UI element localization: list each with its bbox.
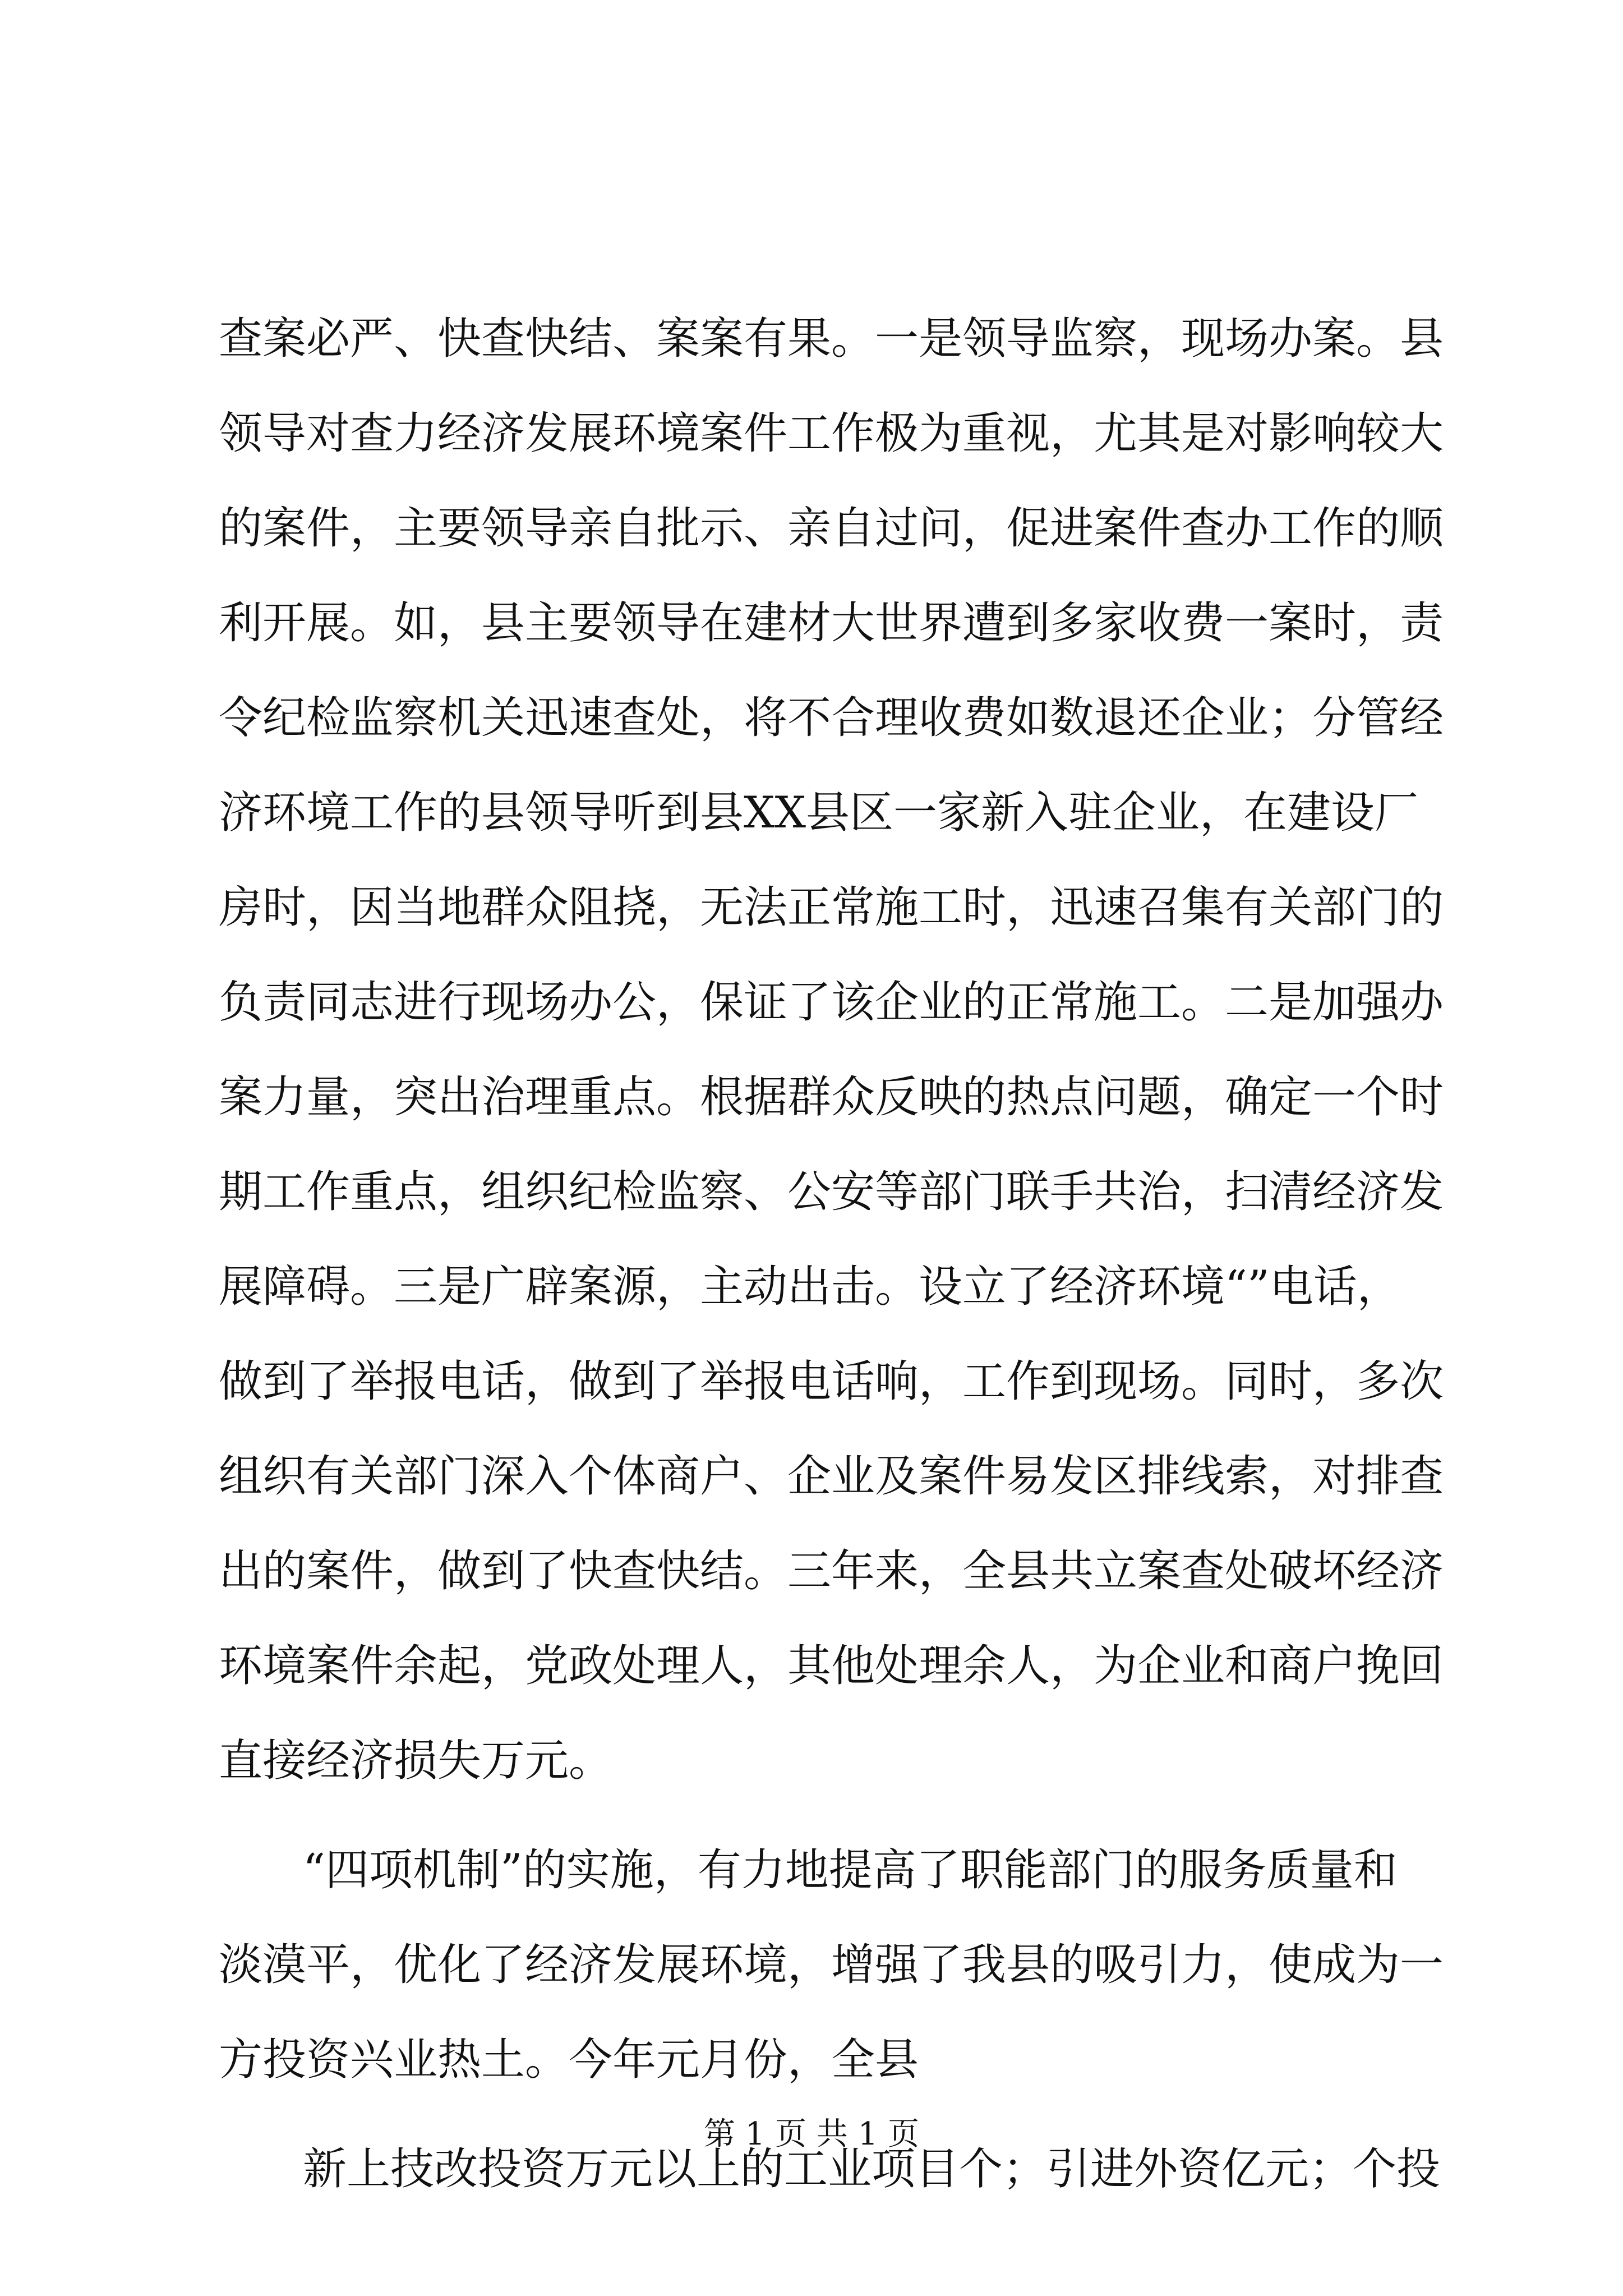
text-line: 济环境工作的县领导听到县XX县区一家新入驻企业，在建设厂	[219, 788, 1419, 838]
text-line: 方投资兴业热土。今年元月份，全县	[219, 2035, 919, 2085]
page-footer: 第 1 页 共 1 页	[703, 2116, 920, 2152]
text-line: 做到了举报电话，做到了举报电话响，工作到现场。同时，多次	[219, 1356, 1444, 1407]
text-line: 直接经济损失万元。	[219, 1736, 613, 1786]
document-body	[219, 292, 1444, 2217]
text-line: 利开展。如，县主要领导在建材大世界遭到多家收费一案时，责	[219, 598, 1444, 648]
text-line: 新上技改投资万元以上的工业项目个；引进外资亿元；个投	[303, 2144, 1441, 2194]
text-line: 负责同志进行现场办公，保证了该企业的正常施工。二是加强办	[219, 977, 1444, 1028]
text-line: “四项机制”的实施，有力地提高了职能部门的服务质量和	[303, 1845, 1398, 1895]
text-line: 查案必严、快查快结、案案有果。一是领导监察，现场办案。县	[219, 314, 1444, 364]
text-line: 出的案件，做到了快查快结。三年来，全县共立案查处破坏经济	[219, 1546, 1444, 1596]
text-line: 房时，因当地群众阻挠，无法正常施工时，迅速召集有关部门的	[219, 882, 1444, 933]
text-line: 领导对查力经济发展环境案件工作极为重视，尤其是对影响较大	[219, 408, 1444, 459]
text-line: 的案件，主要领导亲自批示、亲自过问，促进案件查办工作的顺	[219, 503, 1444, 554]
text-line: 淡漠平，优化了经济发展环境，增强了我县的吸引力，使成为一	[219, 1940, 1444, 1990]
text-line: 展障碍。三是广辟案源，主动出击。设立了经济环境“”电话，	[219, 1262, 1401, 1312]
text-line: 案力量，突出治理重点。根据群众反映的热点问题，确定一个时	[219, 1072, 1444, 1122]
text-line: 令纪检监察机关迅速查处，将不合理收费如数退还企业；分管经	[219, 693, 1444, 743]
text-line: 组织有关部门深入个体商户、企业及案件易发区排线索，对排查	[219, 1451, 1444, 1502]
text-line: 期工作重点，组织纪检监察、公安等部门联手共治，扫清经济发	[219, 1167, 1444, 1217]
text-line: 环境案件余起，党政处理人，其他处理余人，为企业和商户挽回	[219, 1641, 1444, 1691]
